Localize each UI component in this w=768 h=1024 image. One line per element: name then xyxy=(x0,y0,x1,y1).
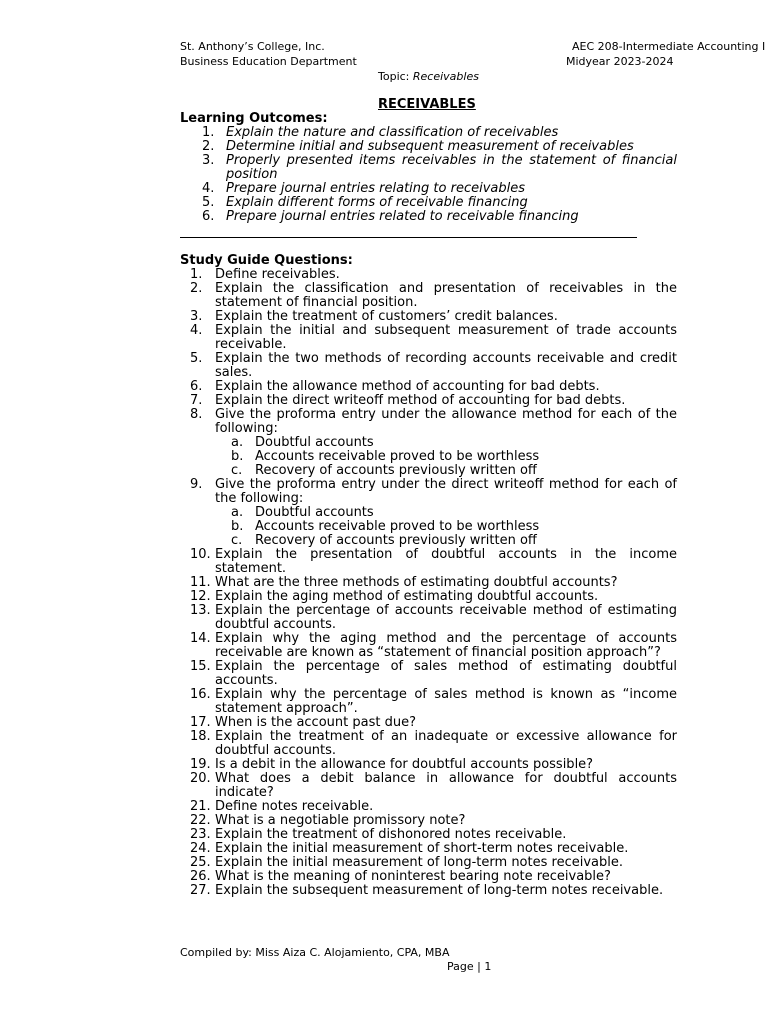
item-text: Explain the percentage of sales method of estimating doubtful accounts. xyxy=(215,659,677,688)
item-text: Explain the subsequent measurement of long-term notes receivable. xyxy=(215,883,664,898)
study-question-subitem xyxy=(180,464,677,478)
item-text: What are the three methods of estimating doubtful accounts? xyxy=(215,575,618,590)
study-question-subitem xyxy=(180,534,677,548)
learning-outcome-item xyxy=(180,182,677,196)
item-text: Explain the treatment of dishonored notes receivable. xyxy=(215,827,567,842)
item-number: 5. xyxy=(190,351,203,366)
item-number: 1. xyxy=(202,125,215,140)
item-text: Define notes receivable. xyxy=(215,799,374,814)
study-question-item xyxy=(180,268,677,282)
topic-line xyxy=(378,70,479,84)
item-number: 12. xyxy=(190,589,211,604)
learning-outcomes-heading: Learning Outcomes: xyxy=(180,111,328,126)
study-question-item xyxy=(180,324,677,352)
term: Midyear 2023-2024 xyxy=(566,55,674,68)
item-number: 6. xyxy=(190,379,203,394)
item-number: 24. xyxy=(190,841,211,856)
study-question-item xyxy=(180,884,677,898)
item-number: 4. xyxy=(190,323,203,338)
item-text: Explain the nature and classification of receivables xyxy=(226,125,559,140)
item-number: 13. xyxy=(190,603,211,618)
item-number: 1. xyxy=(190,267,203,282)
study-question-subitem xyxy=(180,520,677,534)
item-text: What is a negotiable promissory note? xyxy=(215,813,466,828)
learning-outcome-item xyxy=(180,196,677,210)
study-question-item xyxy=(180,576,677,590)
item-text: Define receivables. xyxy=(215,267,340,282)
item-text: Doubtful accounts xyxy=(255,435,374,450)
item-text: Explain the initial measurement of short-term notes receivable. xyxy=(215,841,629,856)
topic-label: Topic: xyxy=(378,70,413,83)
item-number: 7. xyxy=(190,393,203,408)
item-number: b. xyxy=(231,519,244,534)
item-text: Explain the treatment of an inadequate or excessive allowance for doubtful accounts. xyxy=(215,729,677,758)
section-divider xyxy=(180,237,637,238)
study-question-item xyxy=(180,772,677,800)
study-question-item xyxy=(180,394,677,408)
topic-value: Receivables xyxy=(412,70,479,83)
item-number: 3. xyxy=(202,153,215,168)
item-number: 5. xyxy=(202,195,215,210)
item-text: Give the proforma entry under the direct writeoff method for each of the following: xyxy=(215,477,677,506)
item-number: 22. xyxy=(190,813,211,828)
study-question-item xyxy=(180,408,677,436)
study-question-item xyxy=(180,688,677,716)
item-text: Prepare journal entries relating to receivables xyxy=(226,181,525,196)
item-text: Explain the direct writeoff method of accounting for bad debts. xyxy=(215,393,626,408)
study-question-subitem xyxy=(180,506,677,520)
study-question-item xyxy=(180,604,677,632)
study-question-item xyxy=(180,758,677,772)
item-text: Explain the presentation of doubtful accounts in the income statement. xyxy=(215,547,677,576)
item-text: Doubtful accounts xyxy=(255,505,374,520)
study-question-item xyxy=(180,660,677,688)
study-question-item xyxy=(180,842,677,856)
item-text: Explain the aging method of estimating doubtful accounts. xyxy=(215,589,599,604)
study-question-item xyxy=(180,380,677,394)
study-question-item xyxy=(180,632,677,660)
item-number: 15. xyxy=(190,659,211,674)
item-number: 23. xyxy=(190,827,211,842)
item-number: 2. xyxy=(190,281,203,296)
item-text: Explain why the aging method and the percentage of accounts receivable are known as “statement of financial position approach”? xyxy=(215,631,677,660)
study-question-item xyxy=(180,800,677,814)
item-text: Explain different forms of receivable financing xyxy=(226,195,528,210)
learning-outcome-item xyxy=(180,126,677,140)
study-question-subitem xyxy=(180,436,677,450)
item-text: Prepare journal entries related to receivable financing xyxy=(226,209,579,224)
item-number: 11. xyxy=(190,575,211,590)
compiled-by: Compiled by: Miss Aiza C. Alojamiento, CPA, MBA xyxy=(180,946,450,959)
study-question-item xyxy=(180,310,677,324)
course-title: AEC 208-Intermediate Accounting I xyxy=(572,40,766,53)
institution-name: St. Anthony’s College, Inc. xyxy=(180,40,325,53)
study-question-item xyxy=(180,478,677,506)
item-number: c. xyxy=(231,533,243,548)
study-guide-heading: Study Guide Questions: xyxy=(180,253,353,268)
study-question-item xyxy=(180,828,677,842)
item-text: Explain the classification and presentation of receivables in the statement of financial position. xyxy=(215,281,677,310)
item-text: Give the proforma entry under the allowance method for each of the following: xyxy=(215,407,677,436)
item-number: 9. xyxy=(190,477,203,492)
item-number: 2. xyxy=(202,139,215,154)
learning-outcome-item xyxy=(180,210,677,224)
item-number: 18. xyxy=(190,729,211,744)
item-text: Explain the initial measurement of long-term notes receivable. xyxy=(215,855,623,870)
item-number: 10. xyxy=(190,547,211,562)
item-text: What does a debit balance in allowance for doubtful accounts indicate? xyxy=(215,771,677,800)
item-text: Explain the initial and subsequent measurement of trade accounts receivable. xyxy=(215,323,677,352)
item-number: 20. xyxy=(190,771,211,786)
item-number: 8. xyxy=(190,407,203,422)
study-question-item xyxy=(180,282,677,310)
study-question-item xyxy=(180,352,677,380)
item-number: 19. xyxy=(190,757,211,772)
item-text: Explain why the percentage of sales method is known as “income statement approach”. xyxy=(215,687,677,716)
learning-outcome-item xyxy=(180,140,677,154)
item-text: Explain the two methods of recording accounts receivable and credit sales. xyxy=(215,351,677,380)
document-title: RECEIVABLES xyxy=(378,97,476,112)
item-text: Explain the treatment of customers’ credit balances. xyxy=(215,309,558,324)
department-name: Business Education Department xyxy=(180,55,357,68)
study-question-subitem xyxy=(180,450,677,464)
item-number: b. xyxy=(231,449,244,464)
item-number: 21. xyxy=(190,799,211,814)
item-number: 4. xyxy=(202,181,215,196)
item-number: a. xyxy=(231,435,244,450)
study-question-item xyxy=(180,856,677,870)
study-question-item xyxy=(180,870,677,884)
study-question-item xyxy=(180,730,677,758)
item-text: Accounts receivable proved to be worthless xyxy=(255,519,540,534)
item-number: 25. xyxy=(190,855,211,870)
item-number: 16. xyxy=(190,687,211,702)
learning-outcome-item xyxy=(180,154,677,182)
study-guide-list xyxy=(180,268,677,898)
study-question-item xyxy=(180,590,677,604)
study-question-item xyxy=(180,548,677,576)
page-number: Page | 1 xyxy=(447,960,492,973)
item-text: Properly presented items receivables in the statement of financial position xyxy=(226,153,677,182)
item-text: Recovery of accounts previously written off xyxy=(255,463,537,478)
item-number: 17. xyxy=(190,715,211,730)
item-number: 14. xyxy=(190,631,211,646)
item-number: c. xyxy=(231,463,243,478)
item-number: 27. xyxy=(190,883,211,898)
study-question-item xyxy=(180,814,677,828)
study-question-item xyxy=(180,716,677,730)
learning-outcomes-list xyxy=(180,126,677,224)
item-text: What is the meaning of noninterest bearing note receivable? xyxy=(215,869,611,884)
item-number: a. xyxy=(231,505,244,520)
item-text: When is the account past due? xyxy=(215,715,416,730)
item-text: Accounts receivable proved to be worthless xyxy=(255,449,540,464)
item-number: 6. xyxy=(202,209,215,224)
item-text: Determine initial and subsequent measurement of receivables xyxy=(226,139,634,154)
item-text: Is a debit in the allowance for doubtful accounts possible? xyxy=(215,757,594,772)
item-text: Recovery of accounts previously written off xyxy=(255,533,537,548)
item-text: Explain the percentage of accounts receivable method of estimating doubtful accounts. xyxy=(215,603,677,632)
item-text: Explain the allowance method of accounting for bad debts. xyxy=(215,379,600,394)
item-number: 3. xyxy=(190,309,203,324)
item-number: 26. xyxy=(190,869,211,884)
